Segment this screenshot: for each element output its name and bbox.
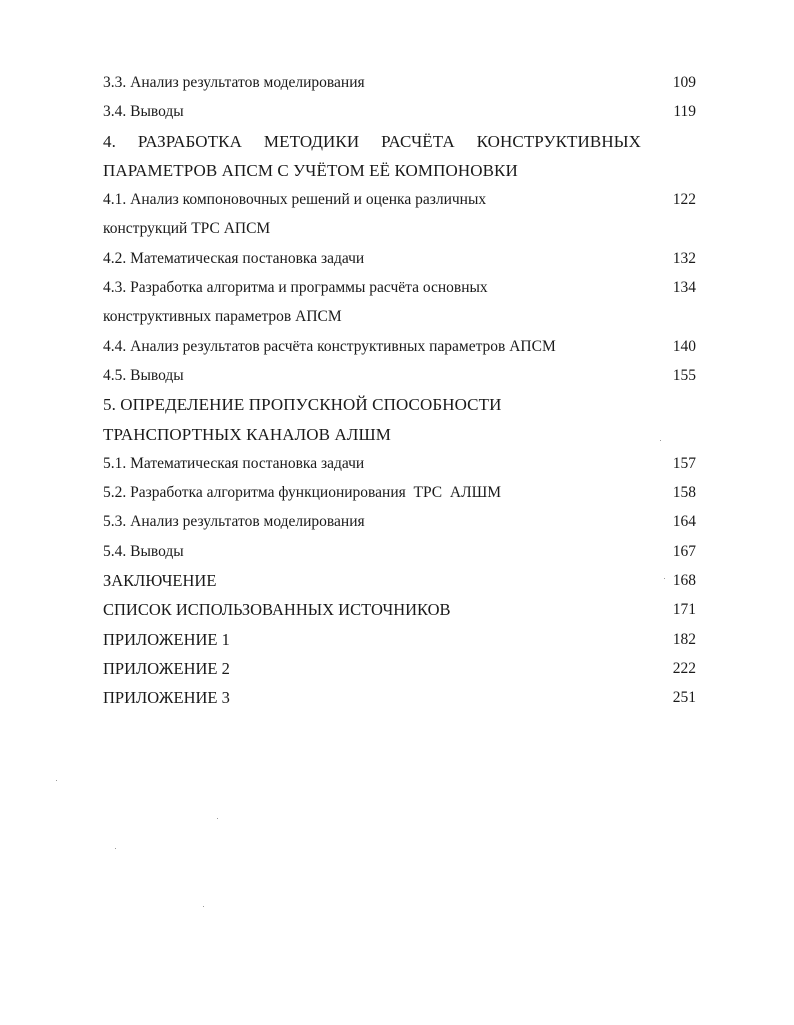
- toc-entry-page: 122: [672, 191, 696, 209]
- toc-entry-title: конструктивных параметров АПСМ: [103, 308, 342, 326]
- toc-entry-title: 4.2. Математическая постановка задачи: [103, 249, 365, 267]
- toc-entry-title: 5.3. Анализ результатов моделирования: [103, 513, 365, 531]
- toc-entry-4-4: [103, 332, 696, 361]
- toc-entry-appendix-3: [103, 683, 696, 712]
- toc-entry-title: 4.1. Анализ компоновочных решений и оценка различных: [103, 191, 487, 209]
- scan-speck: [203, 906, 204, 907]
- toc-entry-page: 140: [672, 337, 696, 355]
- toc-entry-3-3: [103, 68, 696, 97]
- toc-entry-page: 158: [672, 484, 696, 502]
- toc-entry-title: 5.4. Выводы: [103, 542, 184, 560]
- toc-entry-page: 119: [673, 103, 696, 121]
- toc-entry-page: 109: [672, 74, 696, 91]
- toc-entry-page: 167: [672, 542, 696, 560]
- toc-entry-title: 3.3. Анализ результатов моделирования: [103, 74, 365, 91]
- toc-entry-title: ПРИЛОЖЕНИЕ 2: [103, 658, 230, 678]
- toc-entry-page: 222: [672, 659, 696, 677]
- toc-entry-5-3: [103, 507, 696, 536]
- toc-entry-title: ПРИЛОЖЕНИЕ 1: [103, 629, 230, 649]
- toc-entry-title: конструкций ТРС АПСМ: [103, 220, 271, 238]
- scan-speck: [217, 818, 218, 819]
- toc-chapter-5-heading-line-1: [103, 390, 696, 419]
- toc-entry-title: СПИСОК ИСПОЛЬЗОВАННЫХ ИСТОЧНИКОВ: [103, 600, 451, 620]
- toc-entry-title: ЗАКЛЮЧЕНИЕ: [103, 571, 217, 591]
- toc-entry-page: 164: [672, 513, 696, 531]
- toc-entry-page: 155: [672, 366, 696, 384]
- toc-entry-title: ПРИЛОЖЕНИЕ 3: [103, 688, 230, 708]
- toc-entry-title: 5.2. Разработка алгоритма функционирования ТРС АЛШМ: [103, 484, 501, 502]
- toc-entry-title: 4.3. Разработка алгоритма и программы расчёта основных: [103, 279, 488, 297]
- toc-entry-5-1: [103, 449, 696, 478]
- toc-entry-4-1-continued: [103, 214, 696, 243]
- toc-entry-4-5: [103, 361, 696, 390]
- toc-entry-4-3-continued: [103, 302, 696, 331]
- toc-entry-title: 5.1. Математическая постановка задачи: [103, 454, 365, 472]
- toc-chapter-4-heading-line-1: [103, 127, 696, 156]
- scan-speck: [660, 440, 661, 441]
- table-of-contents: [103, 68, 696, 713]
- toc-entry-5-2: [103, 478, 696, 507]
- toc-entry-conclusion: [103, 566, 696, 595]
- toc-entry-4-3: [103, 273, 696, 302]
- toc-entry-title: 3.4. Выводы: [103, 103, 184, 121]
- toc-entry-page: 157: [672, 454, 696, 472]
- scan-speck: [115, 848, 116, 849]
- toc-entry-page: 168: [672, 572, 696, 590]
- toc-entry-title: 4.5. Выводы: [103, 366, 184, 384]
- toc-chapter-5-heading-line-2: [103, 420, 696, 449]
- toc-entry-3-4: [103, 97, 696, 126]
- toc-entry-page: 182: [672, 630, 696, 648]
- toc-entry-4-2: [103, 244, 696, 273]
- toc-entry-5-4: [103, 537, 696, 566]
- toc-entry-title: 4.4. Анализ результатов расчёта конструктивных параметров АПСМ: [103, 337, 556, 355]
- toc-entry-title: 4. РАЗРАБОТКА МЕТОДИКИ РАСЧЁТА КОНСТРУКТИВНЫХ: [103, 131, 641, 151]
- toc-entry-title: 5. ОПРЕДЕЛЕНИЕ ПРОПУСКНОЙ СПОСОБНОСТИ: [103, 395, 502, 415]
- toc-entry-page: 132: [672, 249, 696, 267]
- toc-entry-4-1: [103, 185, 696, 214]
- toc-entry-appendix-1: [103, 625, 696, 654]
- scan-speck: [56, 780, 57, 781]
- scan-speck: [664, 578, 665, 579]
- toc-entry-references: [103, 595, 696, 624]
- toc-chapter-4-heading-line-2: [103, 156, 696, 185]
- toc-entry-title: ТРАНСПОРТНЫХ КАНАЛОВ АЛШМ: [103, 424, 391, 444]
- toc-entry-page: 171: [672, 601, 696, 619]
- toc-entry-title: ПАРАМЕТРОВ АПСМ С УЧЁТОМ ЕЁ КОМПОНОВКИ: [103, 160, 518, 180]
- toc-entry-appendix-2: [103, 654, 696, 683]
- toc-entry-page: 134: [672, 279, 696, 297]
- toc-entry-page: 251: [672, 689, 696, 707]
